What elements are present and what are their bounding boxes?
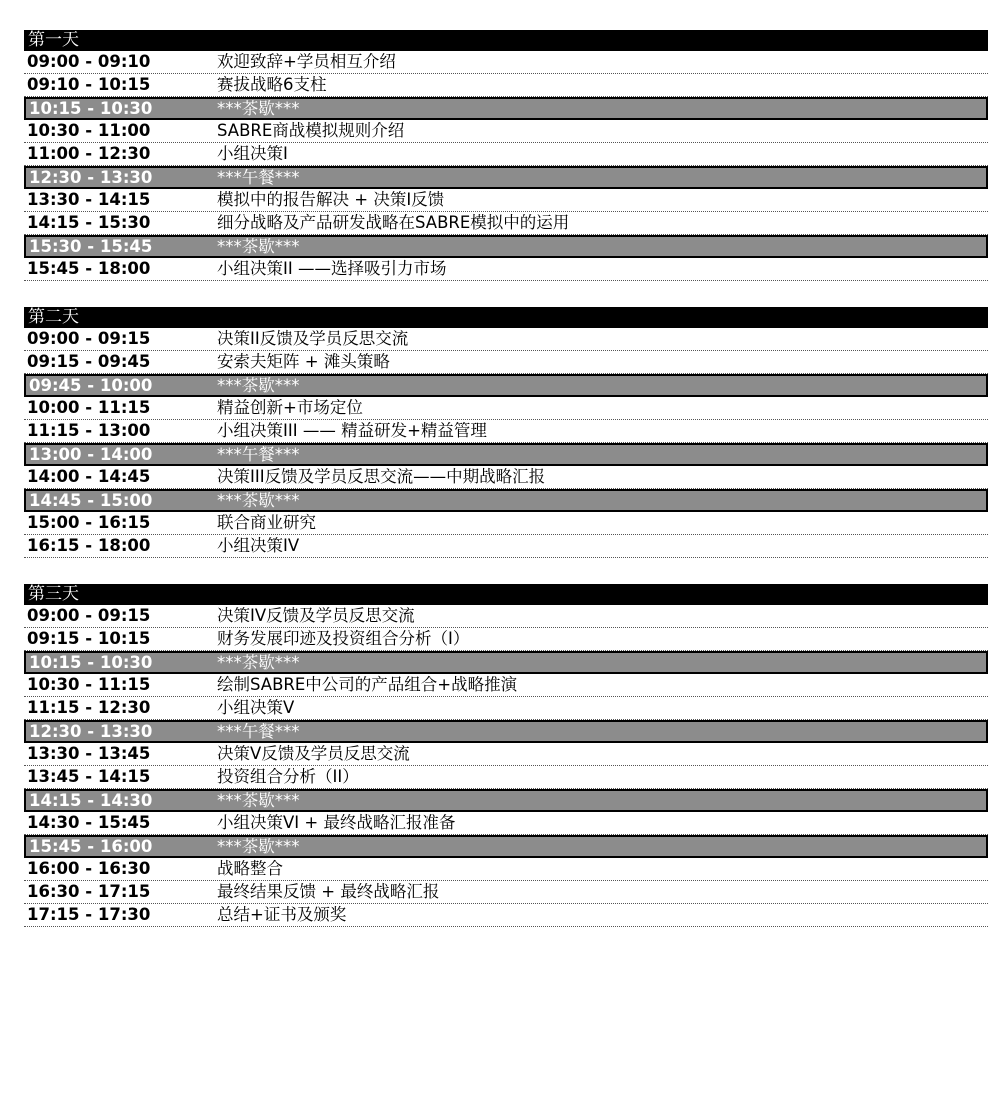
time-slot: 09:00 - 09:10 [27, 52, 151, 71]
schedule-row [24, 512, 988, 535]
schedule-row [24, 881, 988, 904]
time-slot: 13:30 - 14:15 [27, 190, 151, 209]
time-slot: 10:15 - 10:30 [29, 653, 153, 672]
activity: 小组决策I [217, 144, 288, 163]
schedule-row [24, 351, 988, 374]
time-slot: 15:30 - 15:45 [29, 237, 153, 256]
activity: 最终结果反馈 + 最终战略汇报 [217, 882, 440, 901]
time-slot: 17:15 - 17:30 [27, 905, 151, 924]
schedule-row [24, 697, 988, 720]
activity: 模拟中的报告解决 + 决策I反馈 [217, 190, 445, 209]
break-label: ***茶歇*** [217, 376, 300, 395]
activity: 投资组合分析（II） [217, 767, 359, 786]
activity: 小组决策VI + 最终战略汇报准备 [217, 813, 456, 832]
time-slot: 13:00 - 14:00 [29, 445, 153, 464]
break-row [24, 166, 988, 189]
break-row [24, 835, 988, 858]
time-slot: 09:00 - 09:15 [27, 606, 151, 625]
schedule-row [24, 766, 988, 789]
break-label: ***茶歇*** [217, 791, 300, 810]
day-section [24, 584, 988, 927]
activity: 决策IV反馈及学员反思交流 [217, 606, 415, 625]
break-row [24, 97, 988, 120]
time-slot: 09:10 - 10:15 [27, 75, 151, 94]
schedule-row [24, 328, 988, 351]
activity: 精益创新+市场定位 [217, 398, 363, 417]
time-slot: 11:15 - 12:30 [27, 698, 151, 717]
time-slot: 09:15 - 10:15 [27, 629, 151, 648]
time-slot: 14:00 - 14:45 [27, 467, 151, 486]
schedule-row [24, 674, 988, 697]
activity: 财务发展印迹及投资组合分析（I） [217, 629, 470, 648]
activity: 小组决策V [217, 698, 295, 717]
day-spacer [24, 281, 988, 307]
time-slot: 14:30 - 15:45 [27, 813, 151, 832]
activity: 联合商业研究 [217, 513, 316, 532]
time-slot: 14:15 - 15:30 [27, 213, 151, 232]
break-row [24, 651, 988, 674]
break-row [24, 443, 988, 466]
activity: 小组决策III —— 精益研发+精益管理 [217, 421, 487, 440]
schedule-row [24, 51, 988, 74]
schedule-row [24, 143, 988, 166]
activity: 战略整合 [217, 859, 283, 878]
time-slot: 16:00 - 16:30 [27, 859, 151, 878]
day-section [24, 30, 988, 281]
time-slot: 11:15 - 13:00 [27, 421, 151, 440]
activity: 绘制SABRE中公司的产品组合+战略推演 [217, 675, 518, 694]
day-header: 第一天 [24, 30, 988, 51]
time-slot: 10:15 - 10:30 [29, 99, 153, 118]
activity: 总结+证书及颁奖 [217, 905, 347, 924]
activity: 决策III反馈及学员反思交流——中期战略汇报 [217, 467, 546, 486]
time-slot: 09:00 - 09:15 [27, 329, 151, 348]
break-label: ***茶歇*** [217, 99, 300, 118]
break-row [24, 789, 988, 812]
activity: 欢迎致辞+学员相互介绍 [217, 52, 396, 71]
time-slot: 15:45 - 16:00 [29, 837, 153, 856]
time-slot: 10:30 - 11:15 [27, 675, 151, 694]
break-row [24, 720, 988, 743]
schedule-row [24, 535, 988, 558]
break-label: ***茶歇*** [217, 237, 300, 256]
day-spacer [24, 558, 988, 584]
schedule-row [24, 743, 988, 766]
activity: 决策II反馈及学员反思交流 [217, 329, 409, 348]
break-label: ***午餐*** [217, 722, 300, 741]
time-slot: 10:00 - 11:15 [27, 398, 151, 417]
break-row [24, 489, 988, 512]
schedule-row [24, 120, 988, 143]
break-label: ***茶歇*** [217, 491, 300, 510]
activity: 决策V反馈及学员反思交流 [217, 744, 410, 763]
schedule-row [24, 397, 988, 420]
schedule-row [24, 904, 988, 927]
time-slot: 14:15 - 14:30 [29, 791, 153, 810]
schedule-row [24, 466, 988, 489]
day-header: 第二天 [24, 307, 988, 328]
schedule-row [24, 420, 988, 443]
activity: 赛拔战略6支柱 [217, 75, 327, 94]
schedule-row [24, 74, 988, 97]
schedule-row [24, 858, 988, 881]
day-section [24, 307, 988, 558]
activity: 安索夫矩阵 + 滩头策略 [217, 352, 390, 371]
schedule-row [24, 812, 988, 835]
time-slot: 12:30 - 13:30 [29, 168, 153, 187]
time-slot: 15:45 - 18:00 [27, 259, 151, 278]
time-slot: 14:45 - 15:00 [29, 491, 153, 510]
schedule-row [24, 605, 988, 628]
day-header: 第三天 [24, 584, 988, 605]
break-label: ***午餐*** [217, 168, 300, 187]
activity: 小组决策IV [217, 536, 300, 555]
schedule-document [24, 30, 988, 927]
schedule-row [24, 258, 988, 281]
time-slot: 12:30 - 13:30 [29, 722, 153, 741]
time-slot: 13:45 - 14:15 [27, 767, 151, 786]
time-slot: 15:00 - 16:15 [27, 513, 151, 532]
activity: 小组决策II ——选择吸引力市场 [217, 259, 447, 278]
activity: 细分战略及产品研发战略在SABRE模拟中的运用 [217, 213, 570, 232]
time-slot: 09:15 - 09:45 [27, 352, 151, 371]
time-slot: 16:30 - 17:15 [27, 882, 151, 901]
break-label: ***茶歇*** [217, 837, 300, 856]
activity: SABRE商战模拟规则介绍 [217, 121, 405, 140]
break-label: ***午餐*** [217, 445, 300, 464]
time-slot: 13:30 - 13:45 [27, 744, 151, 763]
time-slot: 10:30 - 11:00 [27, 121, 151, 140]
schedule-row [24, 189, 988, 212]
time-slot: 16:15 - 18:00 [27, 536, 151, 555]
schedule-row [24, 212, 988, 235]
break-row [24, 374, 988, 397]
schedule-row [24, 628, 988, 651]
break-label: ***茶歇*** [217, 653, 300, 672]
break-row [24, 235, 988, 258]
time-slot: 09:45 - 10:00 [29, 376, 153, 395]
time-slot: 11:00 - 12:30 [27, 144, 151, 163]
